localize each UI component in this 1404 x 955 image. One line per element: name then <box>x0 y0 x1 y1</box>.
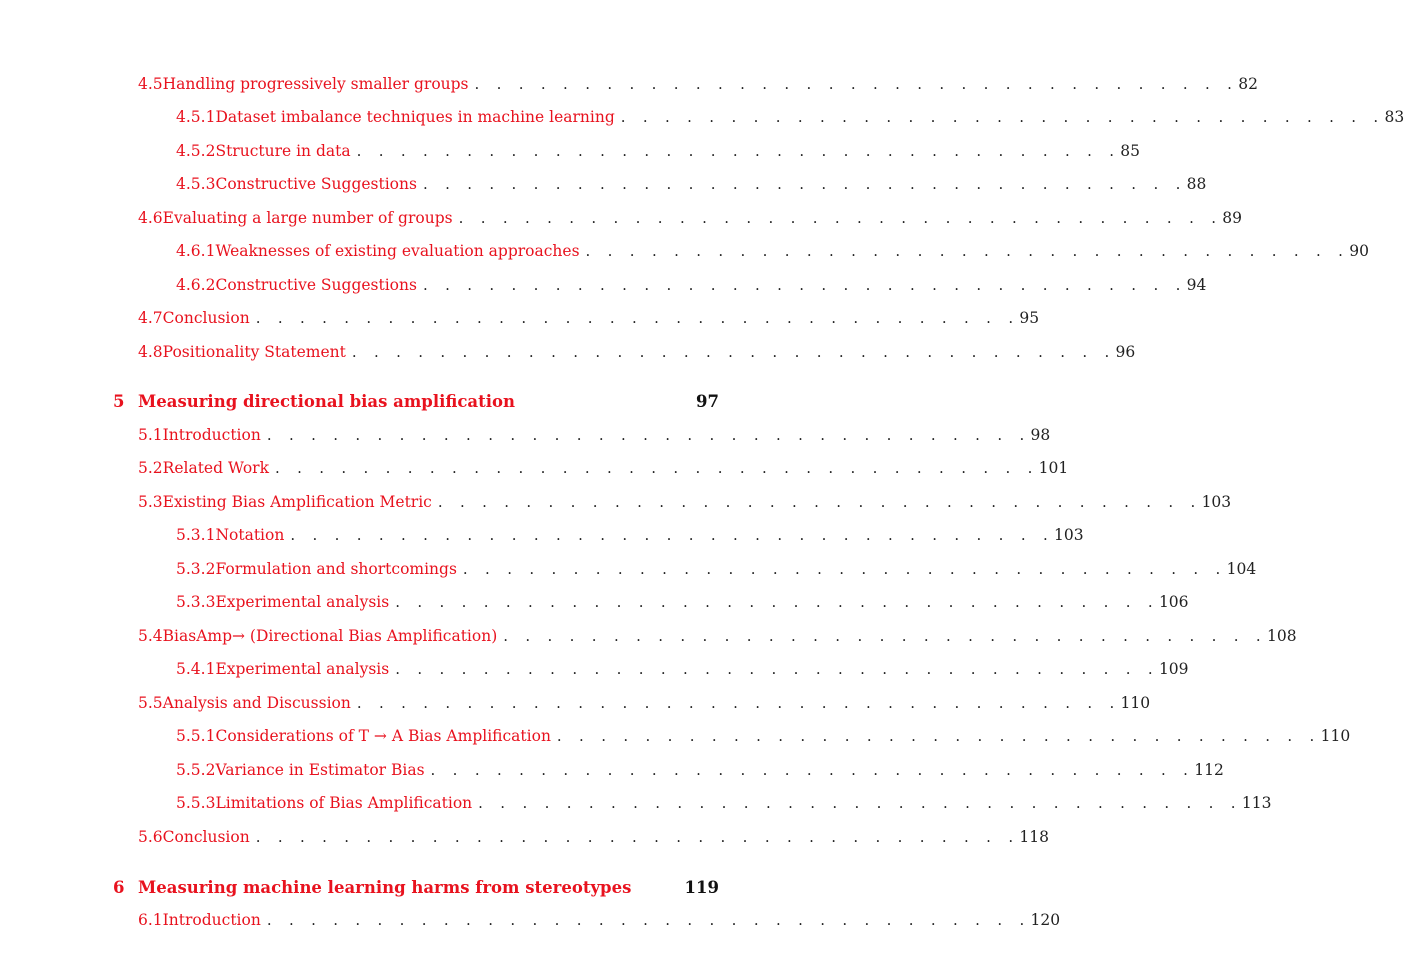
entry-title-link[interactable]: Introduction <box>163 426 267 444</box>
entry-page: 82 <box>1238 75 1258 93</box>
leader-dots: . . . . . . . . . . . . . . . . . . . . . . . . . . . . . . . . . . . <box>620 108 1385 126</box>
entry-title-link[interactable]: Constructive Suggestions <box>215 175 423 193</box>
toc-entry[interactable] <box>138 306 1040 330</box>
entry-page: 96 <box>1115 343 1136 361</box>
entry-title-link[interactable]: Constructive Suggestions <box>215 276 423 294</box>
toc-chapter-entry[interactable] <box>113 389 719 413</box>
leader-dots: . . . . . . . . . . . . . . . . . . . . . . . . . . . . . . . . . . . <box>255 309 1020 327</box>
entry-title-link[interactable]: Positionality Statement <box>163 343 352 361</box>
leader-dots: . . . . . . . . . . . . . . . . . . . . . . . . . . . . . . . . . . . <box>430 761 1195 779</box>
entry-number: 4.5.2 <box>176 142 216 160</box>
entry-page: 113 <box>1241 794 1272 812</box>
toc-entry[interactable] <box>138 490 1232 514</box>
chapter-title-link[interactable]: Measuring machine learning harms from stereotypes <box>138 878 673 897</box>
toc-entry[interactable] <box>138 691 1151 715</box>
entry-title-link[interactable]: Limitations of Bias Amplification <box>215 794 478 812</box>
entry-number: 5.4.1 <box>176 660 216 678</box>
toc-entry[interactable] <box>176 139 1141 163</box>
entry-number: 4.5 <box>138 75 163 93</box>
toc-entry[interactable] <box>176 758 1224 782</box>
leader-dots: . . . . . . . . . . . . . . . . . . . . . . . . . . . . . . . . . . . <box>274 459 1039 477</box>
chapter-title-link[interactable]: Measuring directional bias amplification <box>138 392 673 411</box>
entry-title-link[interactable]: Conclusion <box>163 309 256 327</box>
toc-entry[interactable] <box>138 456 1069 480</box>
toc-entry[interactable] <box>176 557 1257 581</box>
entry-title-link[interactable]: Conclusion <box>163 828 256 846</box>
entry-number: 5.3 <box>138 493 163 511</box>
toc-entry[interactable] <box>138 72 1258 96</box>
entry-page: 89 <box>1222 209 1243 227</box>
leader-dots: . . . . . . . . . . . . . . . . . . . . . . . . . . . . . . . . . . . <box>458 209 1223 227</box>
entry-number: 5.6 <box>138 828 163 846</box>
leader-dots: . . . . . . . . . . . . . . . . . . . . . . . . . . . . . . . . . . . <box>266 426 1031 444</box>
entry-title-link[interactable]: Existing Bias Amplification Metric <box>163 493 438 511</box>
leader-dots: . . . . . . . . . . . . . . . . . . . . . . . . . . . . . . . . . . . <box>356 694 1121 712</box>
toc-entry[interactable] <box>176 590 1189 614</box>
entry-title-link[interactable]: Experimental analysis <box>215 593 395 611</box>
entry-page: 120 <box>1030 911 1061 929</box>
entry-number: 4.8 <box>138 343 163 361</box>
entry-title-link[interactable]: Structure in data <box>215 142 356 160</box>
leader-dots: . . . . . . . . . . . . . . . . . . . . . . . . . . . . . . . . . . . <box>422 175 1187 193</box>
entry-title-link[interactable]: Weaknesses of existing evaluation approaches <box>215 242 585 260</box>
leader-dots: . . . . . . . . . . . . . . . . . . . . . . . . . . . . . . . . . . . <box>585 242 1350 260</box>
entry-number: 4.6.2 <box>176 276 216 294</box>
entry-page: 101 <box>1038 459 1069 477</box>
entry-number: 5.5.3 <box>176 794 216 812</box>
entry-number: 5.1 <box>138 426 163 444</box>
toc-entry[interactable] <box>138 624 1297 648</box>
entry-page: 106 <box>1158 593 1189 611</box>
toc-entry[interactable] <box>176 657 1189 681</box>
entry-number: 4.6.1 <box>176 242 216 260</box>
toc-entry[interactable] <box>138 908 1061 932</box>
entry-number: 6.1 <box>138 911 163 929</box>
toc-entry[interactable] <box>138 825 1049 849</box>
leader-dots: . . . . . . . . . . . . . . . . . . . . . . . . . . . . . . . . . . . <box>462 560 1227 578</box>
entry-page: 103 <box>1054 526 1084 544</box>
entry-number: 4.5.3 <box>176 175 216 193</box>
chapter-page: 97 <box>696 391 719 411</box>
entry-number: 5.4 <box>138 627 163 645</box>
leader-dots: . . . . . . . . . . . . . . . . . . . . . . . . . . . . . . . . . . . <box>351 343 1116 361</box>
entry-page: 104 <box>1226 560 1257 578</box>
entry-page: 109 <box>1158 660 1189 678</box>
chapter-number: 5 <box>113 391 125 411</box>
entry-number: 5.3.2 <box>176 560 216 578</box>
entry-number: 4.7 <box>138 309 163 327</box>
toc-entry[interactable] <box>176 273 1207 297</box>
entry-number: 4.5.1 <box>176 108 216 126</box>
entry-title-link[interactable]: BiasAmp→ (Directional Bias Amplification) <box>163 627 504 645</box>
entry-page: 85 <box>1120 142 1141 160</box>
leader-dots: . . . . . . . . . . . . . . . . . . . . . . . . . . . . . . . . . . . <box>266 911 1031 929</box>
leader-dots: . . . . . . . . . . . . . . . . . . . . . . . . . . . . . . . . . . . <box>422 276 1187 294</box>
entry-title-link[interactable]: Dataset imbalance techniques in machine learning <box>215 108 620 126</box>
leader-dots: . . . . . . . . . . . . . . . . . . . . . . . . . . . . . . . . . . . <box>503 627 1267 645</box>
leader-dots: . . . . . . . . . . . . . . . . . . . . . . . . . . . . . . . . . . . <box>290 526 1055 544</box>
toc-entry[interactable] <box>176 791 1272 815</box>
entry-page: 110 <box>1120 694 1151 712</box>
toc-entry[interactable] <box>176 523 1084 547</box>
entry-number: 5.5.2 <box>176 761 216 779</box>
entry-page: 118 <box>1019 828 1049 846</box>
entry-page: 83 <box>1384 108 1404 126</box>
entry-number: 5.3.1 <box>176 526 216 544</box>
toc-entry[interactable] <box>176 172 1207 196</box>
chapter-page: 119 <box>684 877 719 897</box>
entry-title-link[interactable]: Handling progressively smaller groups <box>163 75 475 93</box>
entry-title-link[interactable]: Considerations of T → A Bias Amplification <box>215 727 556 745</box>
entry-number: 5.5 <box>138 694 163 712</box>
entry-page: 108 <box>1266 627 1297 645</box>
chapter-number: 6 <box>113 877 125 897</box>
toc-chapter-entry[interactable] <box>113 875 719 899</box>
leader-dots: . . . . . . . . . . . . . . . . . . . . . . . . . . . . . . . . . . . <box>437 493 1202 511</box>
entry-number: 4.6 <box>138 209 163 227</box>
leader-dots: . . . . . . . . . . . . . . . . . . . . . . . . . . . . . . . . . . . <box>356 142 1121 160</box>
entry-title-link[interactable]: Variance in Estimator Bias <box>215 761 430 779</box>
entry-title-link[interactable]: Formulation and shortcomings <box>215 560 462 578</box>
toc-entry[interactable] <box>138 206 1243 230</box>
leader-dots: . . . . . . . . . . . . . . . . . . . . . . . . . . . . . . . . . . . <box>478 794 1242 812</box>
entry-page: 98 <box>1030 426 1051 444</box>
entry-number: 5.5.1 <box>176 727 216 745</box>
entry-number: 5.3.3 <box>176 593 216 611</box>
leader-dots: . . . . . . . . . . . . . . . . . . . . . . . . . . . . . . . . . . . <box>255 828 1020 846</box>
leader-dots: . . . . . . . . . . . . . . . . . . . . . . . . . . . . . . . . . . . <box>395 660 1159 678</box>
leader-dots: . . . . . . . . . . . . . . . . . . . . . . . . . . . . . . . . . . . <box>395 593 1159 611</box>
entry-page: 95 <box>1019 309 1040 327</box>
entry-title-link[interactable]: Analysis and Discussion <box>163 694 357 712</box>
entry-number: 5.2 <box>138 459 163 477</box>
leader-dots: . . . . . . . . . . . . . . . . . . . . . . . . . . . . . . . . . . . <box>556 727 1321 745</box>
entry-title-link[interactable]: Notation <box>215 526 290 544</box>
toc-entry[interactable] <box>138 340 1136 364</box>
entry-page: 112 <box>1194 761 1224 779</box>
leader-dots: . . . . . . . . . . . . . . . . . . . . . . . . . . . . . . . . . . . <box>474 75 1239 93</box>
entry-title-link[interactable]: Related Work <box>163 459 275 477</box>
toc-entry[interactable] <box>176 105 1404 129</box>
entry-page: 88 <box>1186 175 1207 193</box>
toc-entry[interactable] <box>176 724 1351 748</box>
entry-page: 94 <box>1186 276 1207 294</box>
entry-page: 90 <box>1349 242 1369 260</box>
entry-title-link[interactable]: Experimental analysis <box>215 660 395 678</box>
toc-entry[interactable] <box>138 423 1051 447</box>
toc-entry[interactable] <box>176 239 1369 263</box>
entry-title-link[interactable]: Evaluating a large number of groups <box>163 209 459 227</box>
entry-page: 103 <box>1201 493 1232 511</box>
entry-page: 110 <box>1320 727 1351 745</box>
entry-title-link[interactable]: Introduction <box>163 911 267 929</box>
